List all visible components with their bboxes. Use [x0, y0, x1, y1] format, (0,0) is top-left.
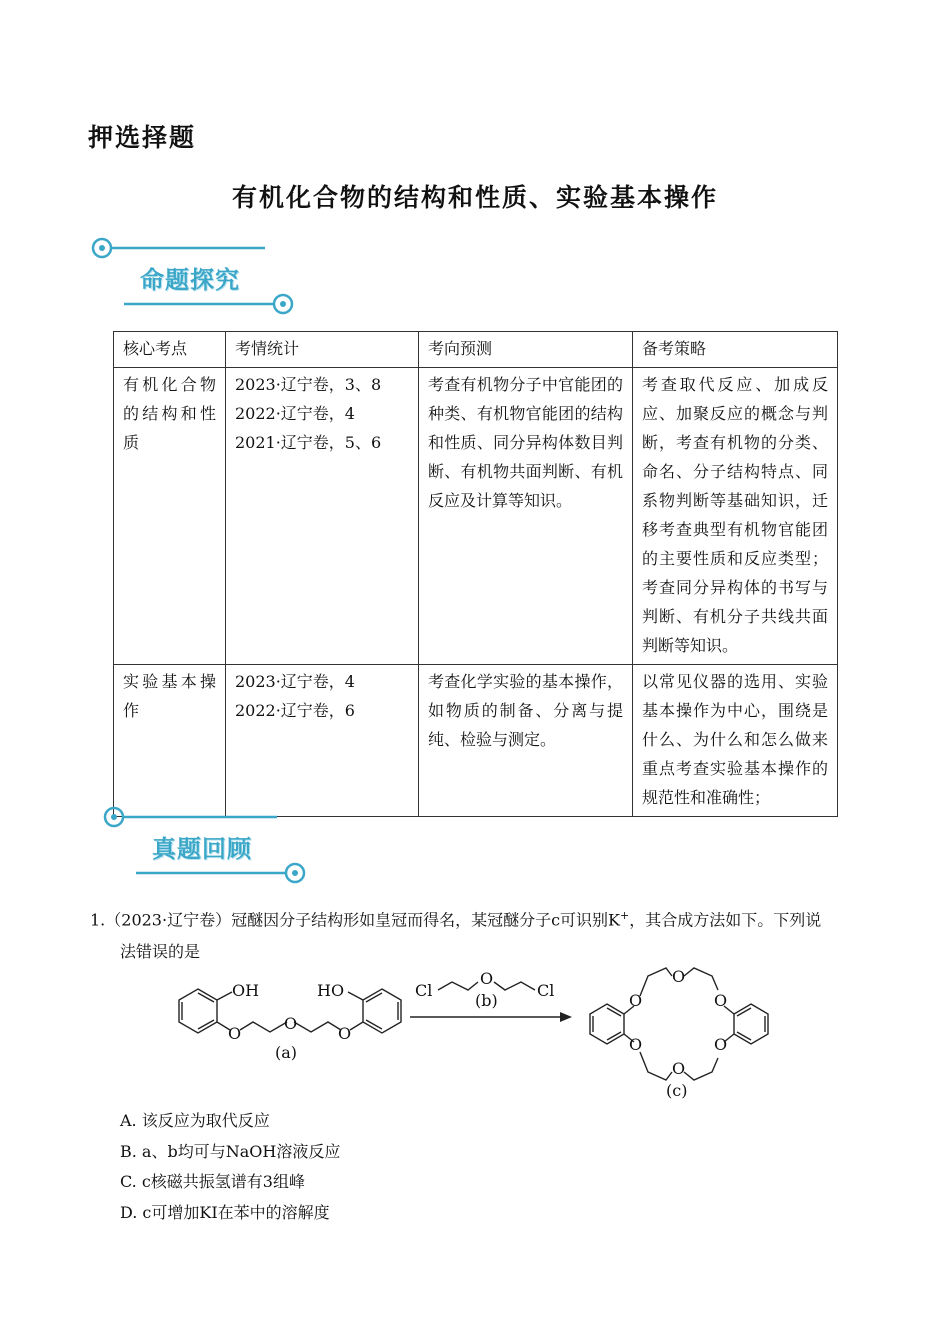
label-o: O [629, 1035, 643, 1054]
benzene-ring-right-a [363, 989, 401, 1033]
header-tag: 押选择题 [88, 123, 197, 152]
label-cl: Cl [537, 981, 555, 1000]
option-a[interactable]: A. 该反应为取代反应 [120, 1111, 270, 1130]
stat-line: 2023·辽宁卷，3、8 [235, 375, 382, 394]
options-list [120, 1106, 340, 1228]
table-cell-stats [226, 665, 419, 817]
table-row [114, 368, 838, 665]
table-cell-prediction: 考查有机物分子中官能团的种类、有机物官能团的结构和性质、同分异构体数目判断、有机物共面判断、有机反应及计算等知识。 [419, 368, 633, 665]
label-o: O [480, 969, 494, 988]
label-o: O [714, 991, 728, 1010]
option-d[interactable]: D. c可增加KI在苯中的溶解度 [120, 1202, 330, 1222]
stat-line: 2023·辽宁卷，4 [235, 672, 355, 691]
arrow-head-icon [560, 1012, 572, 1022]
table-header-cell: 核心考点 [114, 332, 226, 368]
label-oh: OH [232, 981, 260, 1000]
table-header-cell: 考向预测 [419, 332, 633, 368]
question-1 [90, 900, 860, 968]
section-label: 真题回顾 [152, 835, 252, 863]
label-o: O [228, 1024, 242, 1043]
stat-line: 2022·辽宁卷，6 [235, 701, 355, 720]
section-banner-mingti [90, 232, 300, 320]
section-banner-zhenti [102, 801, 312, 889]
table-header-cell: 备考策略 [633, 332, 838, 368]
table-cell-strategy: 以常见仪器的选用、实验基本操作为中心，围绕是什么、为什么和怎么做来重点考查实验基本操作的规范性和准确性； [633, 665, 838, 817]
section-label: 命题探究 [140, 266, 240, 294]
stat-line: 2021·辽宁卷，5、6 [235, 433, 382, 452]
reaction-scheme [160, 962, 800, 1112]
question-source: （2023·辽宁卷） [105, 910, 232, 930]
benzene-ring-left-a [179, 989, 217, 1033]
label-o: O [284, 1014, 298, 1033]
table-cell-topic: 有机化合物的结构和性质 [114, 368, 226, 665]
benzene-ring-left-c [590, 1004, 624, 1044]
benzene-ring-right-c [734, 1004, 768, 1044]
table-cell-prediction: 考查化学实验的基本操作，如物质的制备、分离与提纯、检验与测定。 [419, 665, 633, 817]
label-c: (c) [666, 1081, 688, 1100]
question-number: 1. [90, 910, 106, 930]
question-stem-line2: 法错误的是 [120, 942, 201, 962]
question-stem-sup: + [620, 909, 630, 922]
table-header-cell: 考情统计 [226, 332, 419, 368]
label-o: O [672, 967, 686, 986]
exam-analysis-table [113, 331, 838, 817]
label-cl: Cl [415, 981, 433, 1000]
table-cell-stats [226, 368, 419, 665]
label-b: (b) [475, 991, 498, 1010]
label-o: O [714, 1035, 728, 1054]
stat-line: 2022·辽宁卷，4 [235, 404, 355, 423]
option-b[interactable]: B. a、b均可与NaOH溶液反应 [120, 1141, 341, 1161]
page-title: 有机化合物的结构和性质、实验基本操作 [231, 183, 718, 212]
question-stem-cont: ，其合成方法如下。下列说 [629, 910, 822, 930]
label-o: O [338, 1024, 352, 1043]
label-ho: HO [317, 981, 345, 1000]
label-o: O [629, 991, 643, 1010]
label-a: (a) [275, 1043, 298, 1062]
table-cell-topic: 实验基本操作 [114, 665, 226, 817]
table-row [114, 665, 838, 817]
label-o: O [672, 1059, 686, 1078]
table-cell-strategy: 考查取代反应、加成反应、加聚反应的概念与判断，考查有机物的分类、命名、分子结构特点、同系物判断等基础知识，迁移考查典型有机物官能团的主要性质和反应类型；考查同分异构体的书写与判断、有机分子共线共面判断等知识。 [633, 368, 838, 665]
question-stem: 冠醚因分子结构形如皇冠而得名，某冠醚分子c可识别K [231, 910, 620, 930]
option-c[interactable]: C. c核磁共振氢谱有3组峰 [120, 1172, 305, 1191]
table-header-row [114, 332, 838, 368]
